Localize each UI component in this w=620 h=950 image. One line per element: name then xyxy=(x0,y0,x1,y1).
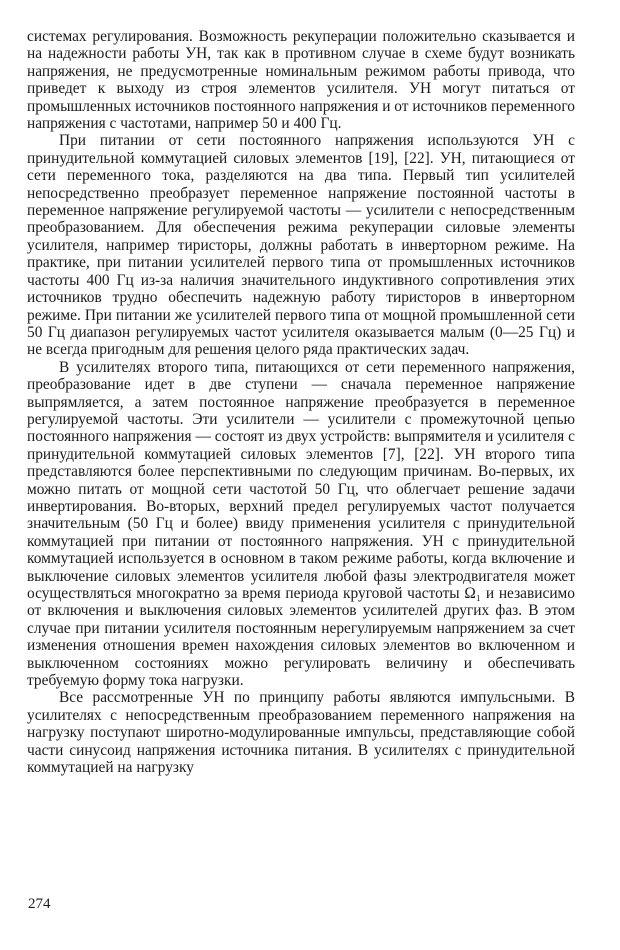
paragraph-3: В усилителях второго типа, питающихся от сети переменного напряжения, преобразование идет в две ступени — сначала переменное напряжение выпрямляется, а затем постоянное напряжение преобразуется в переменное регулируемой частоты. Эти усилители — усилители с промежуточной цепью постоянного напряжения — состоят из двух устройств: выпрямителя и усилителя с принудительной коммутацией силовых элементов [7], [22]. УН второго типа представляются более перспективными по следующим причинам. Во-первых, их можно питать от мощной сети частотой 50 Гц, что облегчает решение задачи инвертирования. Во-вторых, верхний предел регулируемых частот получается значительным (50 Гц и более) ввиду применения усилителя с принудительной коммутацией при питании от постоянного напряжения. УН с принудительной коммутацией используется в основном в таком режиме работы, когда включение и выключение силовых элементов усилителя любой фазы электродвигателя может осуществляться многократно за время периода круговой частоты Ω₁ и независимо от включения и выключения силовых элементов усилителей других фаз. В этом случае при питании усилителя постоянным нерегулируемым напряжением за счет изменения отношения времен нахождения силовых элементов во включенном и выключенном состояниях можно регулировать величину и обеспечивать требуемую форму тока нагрузки. xyxy=(27,358,575,690)
paragraph-4: Все рассмотренные УН по принципу работы являются импульсными. В усилителях с непосредственным преобразованием переменного напряжения на нагрузку поступают широтно-модулированные импульсы, представляющие собой части синусоид напряжения источника питания. В усилителях с принудительной коммутацией на нагрузку xyxy=(27,689,575,777)
paragraph-1: системах регулирования. Возможность рекуперации положительно сказывается и на надежности работы УН, так как в противном случае в схеме будут возникать напряжения, не предусмотренные номинальным режимом работы привода, что приведет к выходу из строя элементов усилителя. УН могут питаться от промышленных источников постоянного напряжения и от источников переменного напряжения с частотами, например 50 и 400 Гц. xyxy=(27,28,575,133)
paragraph-2: При питании от сети постоянного напряжения используются УН с принудительной коммутацией силовых элементов [19], [22]. УН, питающиеся от сети переменного тока, разделяются на два типа. Первый тип усилителей непосредственно преобразует переменное напряжение постоянной частоты в переменное напряжение регулируемой частоты — усилители с непосредственным преобразованием. Для обеспечения режима рекуперации силовые элементы усилителя, например тиристоры, должны работать в инверторном режиме. На практике, при питании усилителей первого типа от промышленных источников частоты 400 Гц из-за наличия значительного индуктивного сопротивления этих источников трудно обеспечить надежную работу тиристоров в инверторном режиме. При питании же усилителей первого типа от мощной промышленной сети 50 Гц диапазон регулируемых частот усилителя оказывается малым (0—25 Гц) и не всегда пригодным для решения целого ряда практических задач. xyxy=(27,132,575,359)
page-number: 274 xyxy=(28,896,51,912)
page-body xyxy=(27,28,575,776)
